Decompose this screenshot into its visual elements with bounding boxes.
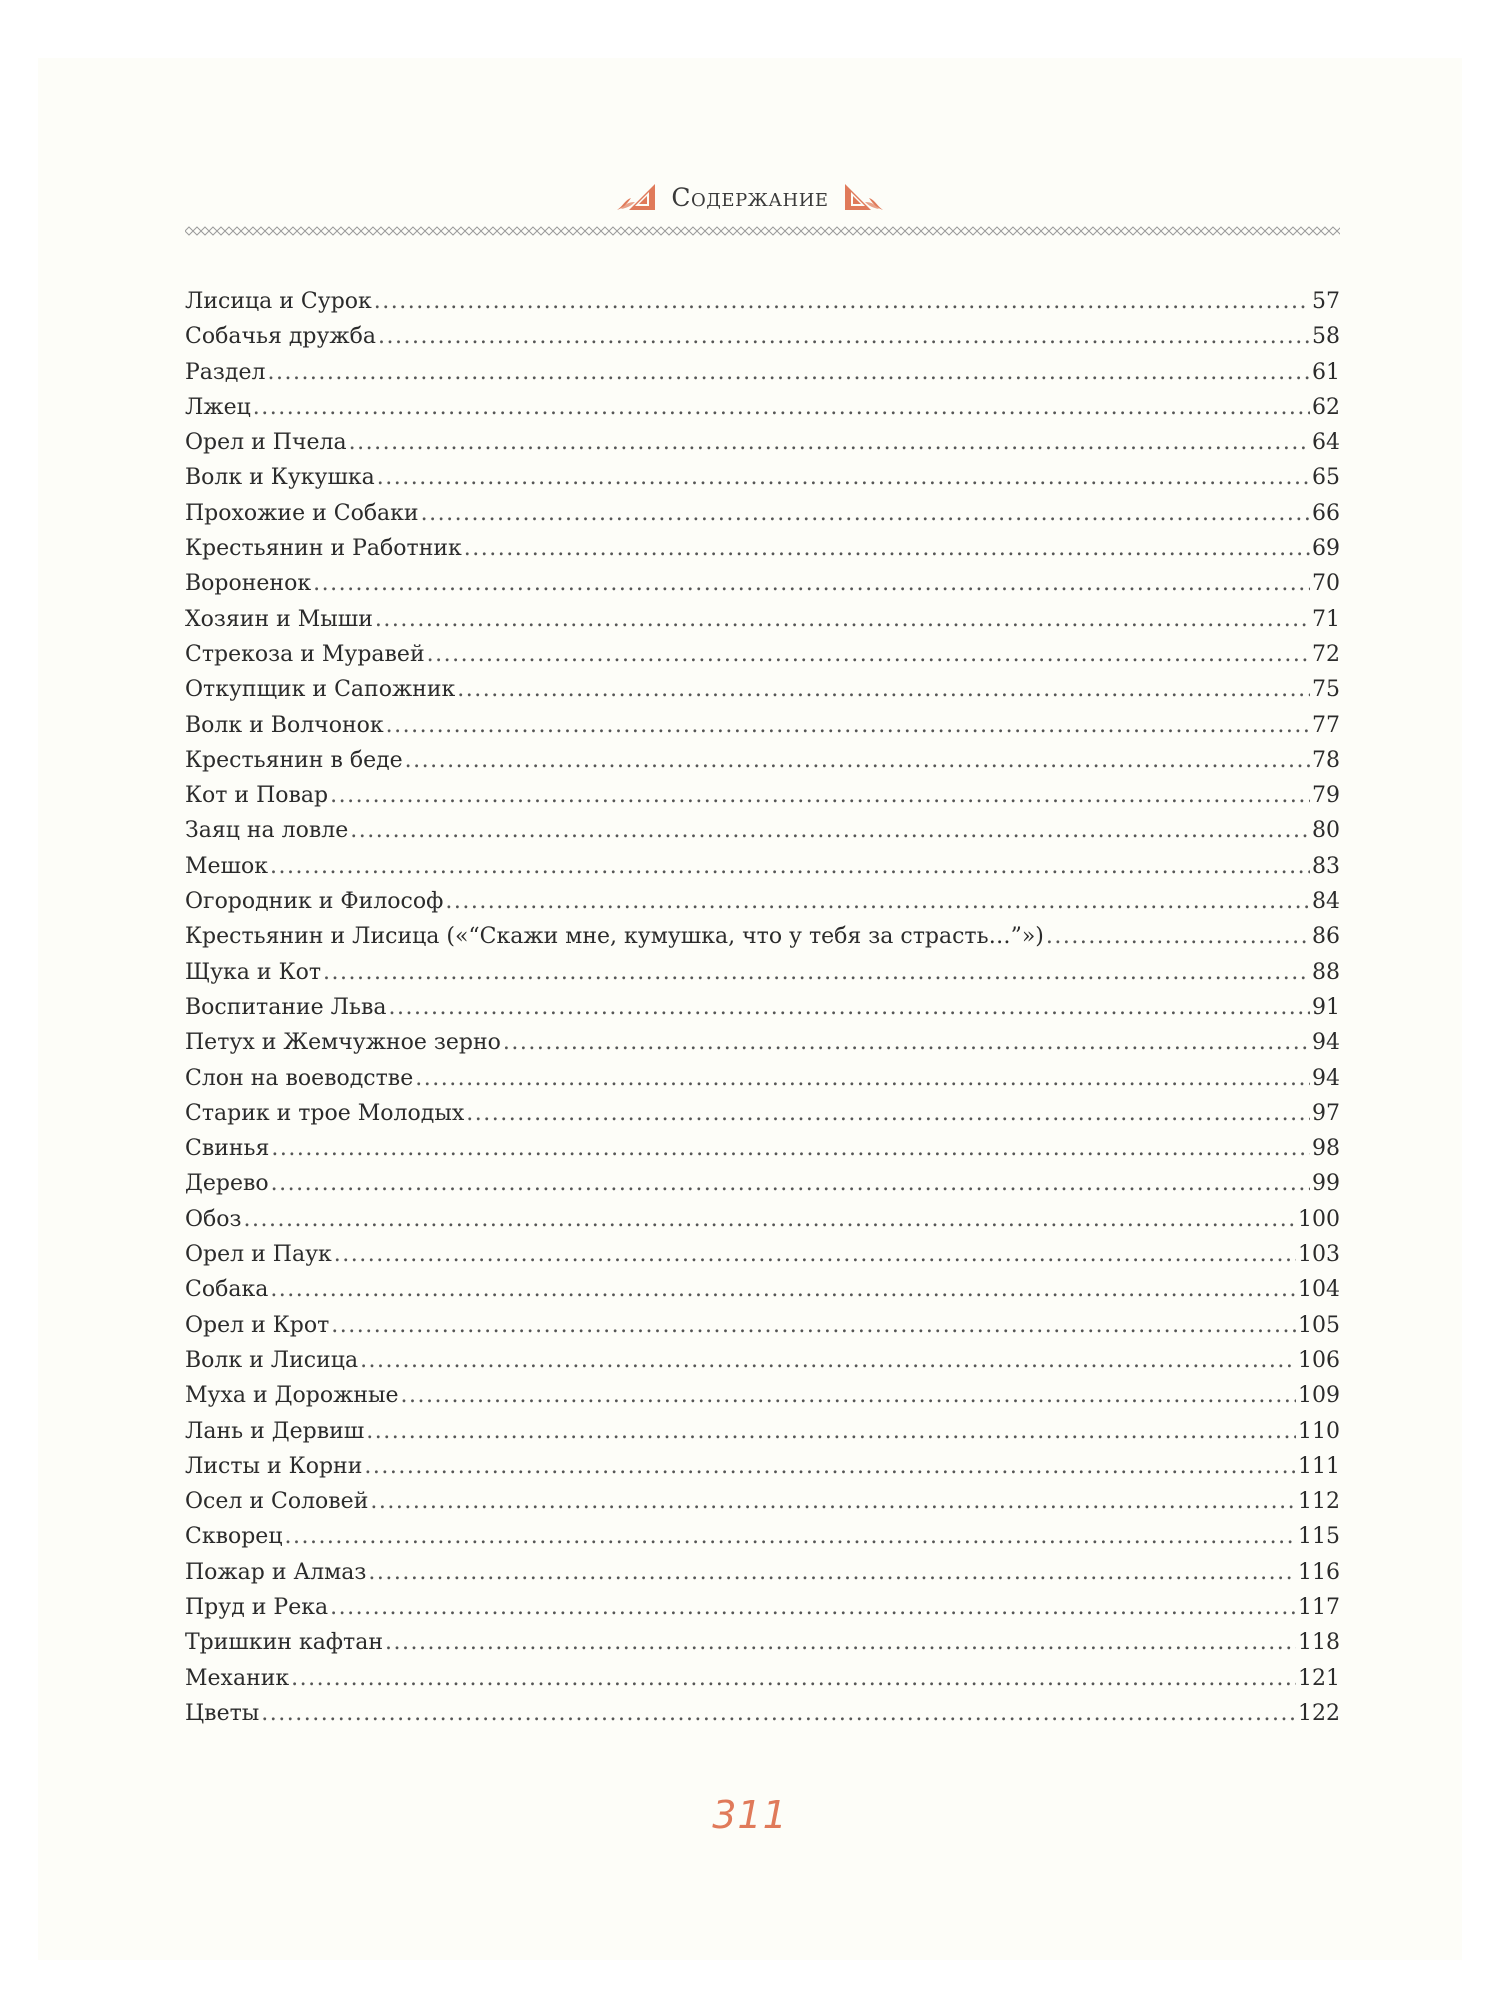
toc-entry-title: Пожар и Алмаз (185, 1559, 367, 1585)
toc-entry-title: Огородник и Философ (185, 889, 444, 915)
dot-leader (349, 425, 1310, 460)
toc-entry-page: 57 (1312, 289, 1340, 314)
dot-leader (244, 1202, 1296, 1237)
toc-entry (185, 1131, 1340, 1166)
toc-entry (185, 531, 1340, 566)
toc-entry (185, 778, 1340, 813)
toc-entry-page: 110 (1298, 1418, 1340, 1444)
toc-entry-title: Петух и Жемчужное зерно (185, 1030, 501, 1056)
toc-entry (185, 1661, 1340, 1696)
toc-entry-page: 109 (1298, 1383, 1340, 1409)
toc-entry-page: 91 (1312, 994, 1340, 1020)
toc-entry-title: Волк и Кукушка (185, 465, 375, 491)
toc-entry (185, 743, 1340, 778)
toc-entry (185, 1096, 1340, 1131)
toc-entry (185, 1555, 1340, 1590)
toc-entry-page: 84 (1312, 889, 1340, 915)
toc-entry-page: 94 (1312, 1030, 1340, 1056)
toc-entry-page: 115 (1298, 1524, 1340, 1550)
running-header (38, 182, 1462, 212)
toc-entry-title: Стрекоза и Муравей (185, 641, 425, 667)
toc-entry-page: 103 (1298, 1242, 1340, 1268)
toc-entry-page: 88 (1312, 959, 1340, 985)
dot-leader (377, 460, 1310, 495)
dot-leader (267, 355, 1310, 390)
toc-entry-page: 72 (1312, 641, 1340, 667)
toc-entry-page: 62 (1312, 394, 1340, 420)
section-title: Содержание (671, 182, 829, 212)
toc-entry (185, 355, 1340, 390)
dot-leader (445, 884, 1310, 919)
toc-entry-title: Орел и Пчела (185, 430, 347, 456)
toc-entry-title: Крестьянин и Работник (185, 536, 462, 562)
dot-leader (330, 1590, 1296, 1625)
toc-entry-title: Лань и Дервиш (185, 1418, 365, 1444)
toc-entry-page: 121 (1298, 1665, 1340, 1691)
toc-entry-title: Волк и Волчонок (185, 712, 384, 738)
toc-entry-page: 86 (1312, 924, 1340, 950)
dot-leader (284, 1519, 1296, 1554)
toc-entry-title: Старик и трое Молодых (185, 1100, 465, 1126)
dot-leader (401, 1378, 1296, 1413)
dot-leader (415, 1061, 1310, 1096)
toc-entry (185, 1237, 1340, 1272)
toc-entry-page: 111 (1298, 1453, 1340, 1479)
toc-entry (185, 1308, 1340, 1343)
dot-leader (270, 1272, 1296, 1307)
toc-entry (185, 1061, 1340, 1096)
toc-entry-title: Слон на воеводстве (185, 1065, 414, 1091)
left-ornament-icon (615, 182, 657, 212)
dot-leader (370, 1484, 1296, 1519)
toc-entry (185, 1378, 1340, 1413)
toc-entry (185, 1202, 1340, 1237)
dot-leader (261, 1696, 1296, 1731)
toc-entry-title: Собачья дружба (185, 324, 377, 350)
toc-entry (185, 672, 1340, 707)
toc-entry-page: 99 (1312, 1171, 1340, 1197)
decorative-rule (185, 225, 1340, 237)
toc-entry-title: Заяц на ловле (185, 818, 349, 844)
dot-leader (366, 1414, 1296, 1449)
dot-leader (405, 743, 1310, 778)
toc-entry-title: Волк и Лисица (185, 1347, 359, 1373)
toc-entry-title: Вороненок (185, 571, 312, 597)
toc-entry-page: 69 (1312, 536, 1340, 562)
toc-entry-page: 61 (1312, 359, 1340, 385)
toc-entry (185, 1590, 1340, 1625)
toc-entry (185, 813, 1340, 848)
toc-entry-page: 105 (1298, 1312, 1340, 1338)
toc-entry-page: 64 (1312, 430, 1340, 456)
toc-entry-page: 106 (1298, 1347, 1340, 1373)
dot-leader (1046, 919, 1310, 954)
toc-entry-title: Свинья (185, 1136, 270, 1162)
toc-entry-title: Листы и Корни (185, 1453, 363, 1479)
toc-entry-page: 70 (1312, 571, 1340, 597)
toc-entry-page: 100 (1298, 1206, 1340, 1232)
toc-entry-title: Собака (185, 1277, 269, 1303)
toc-entry-page: 116 (1298, 1559, 1340, 1585)
toc-entry (185, 990, 1340, 1025)
toc-entry-page: 65 (1312, 465, 1340, 491)
toc-entry (185, 1696, 1340, 1731)
toc-entry-title: Пруд и Река (185, 1594, 329, 1620)
toc-entry-page: 83 (1312, 853, 1340, 879)
toc-entry-page: 117 (1298, 1594, 1340, 1620)
toc-entry-title: Раздел (185, 359, 266, 385)
toc-entry-title: Хозяин и Мыши (185, 606, 373, 632)
toc-entry-page: 75 (1312, 677, 1340, 703)
toc-entry-title: Механик (185, 1665, 290, 1691)
dot-leader (330, 778, 1310, 813)
dot-leader (427, 637, 1310, 672)
dot-leader (253, 390, 1310, 425)
toc-entry (185, 1625, 1340, 1660)
toc-entry-title: Орел и Паук (185, 1242, 332, 1268)
toc-entry-title: Прохожие и Собаки (185, 500, 419, 526)
toc-entry (185, 390, 1340, 425)
toc-entry-title: Щука и Кот (185, 959, 322, 985)
toc-entry-page: 98 (1312, 1136, 1340, 1162)
dot-leader (503, 1025, 1310, 1060)
toc-entry-page: 97 (1312, 1100, 1340, 1126)
dot-leader (466, 1096, 1310, 1131)
toc-entry (185, 637, 1340, 672)
toc-entry (185, 708, 1340, 743)
dot-leader (271, 1131, 1310, 1166)
toc-entry (185, 319, 1340, 354)
dot-leader (291, 1661, 1296, 1696)
dot-leader (386, 708, 1310, 743)
toc-entry-page: 66 (1312, 500, 1340, 526)
toc-entry-page: 122 (1298, 1700, 1340, 1726)
dot-leader (331, 1308, 1296, 1343)
dot-leader (313, 566, 1310, 601)
dot-leader (457, 672, 1310, 707)
table-of-contents (185, 284, 1340, 1731)
toc-entry-page: 118 (1298, 1630, 1340, 1656)
toc-entry-page: 77 (1312, 712, 1340, 738)
toc-entry-title: Дерево (185, 1171, 269, 1197)
toc-entry-page: 104 (1298, 1277, 1340, 1303)
toc-entry-title: Крестьянин и Лисица («“Скажи мне, кумушка, что у тебя за страсть…”») (185, 924, 1044, 950)
toc-entry-page: 80 (1312, 818, 1340, 844)
toc-entry (185, 460, 1340, 495)
dot-leader (385, 1625, 1296, 1660)
toc-entry-title: Тришкин кафтан (185, 1630, 383, 1656)
dot-leader (271, 1166, 1310, 1201)
toc-entry (185, 849, 1340, 884)
dot-leader (378, 319, 1310, 354)
toc-entry (185, 1272, 1340, 1307)
toc-entry (185, 955, 1340, 990)
toc-entry-title: Кот и Повар (185, 783, 329, 809)
toc-entry (185, 496, 1340, 531)
toc-entry (185, 1449, 1340, 1484)
toc-entry-page: 112 (1298, 1489, 1340, 1515)
toc-entry (185, 1484, 1340, 1519)
dot-leader (334, 1237, 1296, 1272)
toc-entry (185, 884, 1340, 919)
right-ornament-icon (843, 182, 885, 212)
dot-leader (350, 813, 1310, 848)
toc-entry-title: Лжец (185, 394, 251, 420)
dot-leader (375, 602, 1310, 637)
toc-entry-title: Муха и Дорожные (185, 1383, 399, 1409)
toc-entry (185, 1343, 1340, 1378)
toc-entry-title: Крестьянин в беде (185, 747, 403, 773)
dot-leader (270, 849, 1310, 884)
toc-entry-title: Осел и Соловей (185, 1489, 369, 1515)
dot-leader (389, 990, 1310, 1025)
toc-entry (185, 1025, 1340, 1060)
toc-entry-page: 94 (1312, 1065, 1340, 1091)
toc-entry-title: Воспитание Льва (185, 994, 387, 1020)
toc-entry (185, 919, 1340, 954)
dot-leader (464, 531, 1310, 566)
dot-leader (421, 496, 1310, 531)
toc-entry-title: Мешок (185, 853, 268, 879)
toc-entry-title: Орел и Крот (185, 1312, 330, 1338)
page-number: 311 (712, 1793, 788, 1837)
dot-leader (323, 955, 1310, 990)
toc-entry-page: 71 (1312, 606, 1340, 632)
toc-entry-page: 79 (1312, 783, 1340, 809)
dot-leader (360, 1343, 1296, 1378)
dot-leader (368, 1555, 1296, 1590)
toc-entry-page: 58 (1312, 324, 1340, 350)
toc-entry-title: Лисица и Сурок (185, 289, 372, 314)
dot-leader (364, 1449, 1296, 1484)
toc-entry (185, 1166, 1340, 1201)
toc-entry-page: 78 (1312, 747, 1340, 773)
toc-entry-title: Цветы (185, 1700, 260, 1726)
toc-entry (185, 566, 1340, 601)
toc-entry (185, 425, 1340, 460)
toc-entry (185, 284, 1340, 319)
toc-entry (185, 1519, 1340, 1554)
book-page (38, 58, 1462, 1960)
toc-entry-title: Скворец (185, 1524, 283, 1550)
toc-entry-title: Откупщик и Сапожник (185, 677, 456, 703)
toc-entry (185, 1414, 1340, 1449)
toc-entry-title: Обоз (185, 1206, 242, 1232)
dot-leader (374, 284, 1310, 319)
toc-entry (185, 602, 1340, 637)
